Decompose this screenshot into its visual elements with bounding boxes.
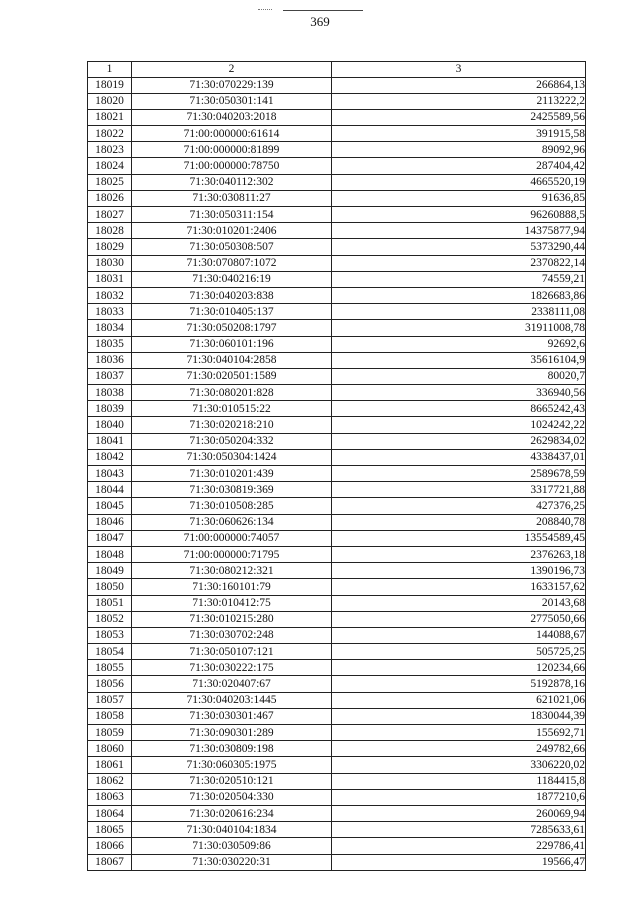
table-row: [88, 126, 586, 142]
row-number-cell: 18065: [88, 822, 132, 838]
value-cell: 35616104,9: [332, 352, 586, 368]
cadastral-number-cell: 71:30:040104:1834: [132, 822, 332, 838]
row-number-cell: 18046: [88, 514, 132, 530]
value-cell: 3306220,02: [332, 757, 586, 773]
table-row: [88, 352, 586, 368]
table-row: [88, 627, 586, 643]
value-cell: 1184415,8: [332, 773, 586, 789]
value-cell: 74559,21: [332, 271, 586, 287]
table-row: [88, 676, 586, 692]
value-cell: 2113222,2: [332, 93, 586, 109]
cadastral-number-cell: 71:30:050107:121: [132, 644, 332, 660]
table-row: [88, 838, 586, 854]
value-cell: 2370822,14: [332, 255, 586, 271]
value-cell: 1633157,62: [332, 579, 586, 595]
table-row: [88, 789, 586, 805]
table-row: [88, 77, 586, 93]
table-row: [88, 239, 586, 255]
row-number-cell: 18042: [88, 449, 132, 465]
cadastral-number-cell: 71:30:070229:139: [132, 77, 332, 93]
value-cell: 427376,25: [332, 498, 586, 514]
row-number-cell: 18023: [88, 142, 132, 158]
column-header: 1: [88, 62, 132, 78]
cadastral-number-cell: 71:30:050311:154: [132, 207, 332, 223]
row-number-cell: 18025: [88, 174, 132, 190]
row-number-cell: 18049: [88, 563, 132, 579]
cadastral-number-cell: 71:00:000000:71795: [132, 546, 332, 562]
table-row: [88, 385, 586, 401]
row-number-cell: 18056: [88, 676, 132, 692]
table-row: [88, 579, 586, 595]
cadastral-number-cell: 71:30:040203:2018: [132, 109, 332, 125]
row-number-cell: 18028: [88, 223, 132, 239]
table-row: [88, 498, 586, 514]
value-cell: 1024242,22: [332, 417, 586, 433]
row-number-cell: 18021: [88, 109, 132, 125]
cadastral-number-cell: 71:30:010508:285: [132, 498, 332, 514]
value-cell: 80020,7: [332, 368, 586, 384]
value-cell: 229786,41: [332, 838, 586, 854]
table-row: [88, 207, 586, 223]
value-cell: 3317721,88: [332, 482, 586, 498]
table-row: [88, 401, 586, 417]
value-cell: 19566,47: [332, 854, 586, 870]
row-number-cell: 18036: [88, 352, 132, 368]
value-cell: 89092,96: [332, 142, 586, 158]
cadastral-number-cell: 71:30:010201:2406: [132, 223, 332, 239]
row-number-cell: 18062: [88, 773, 132, 789]
value-cell: 2425589,56: [332, 109, 586, 125]
cadastral-number-cell: 71:30:020510:121: [132, 773, 332, 789]
row-number-cell: 18063: [88, 789, 132, 805]
row-number-cell: 18019: [88, 77, 132, 93]
value-cell: 20143,68: [332, 595, 586, 611]
row-number-cell: 18052: [88, 611, 132, 627]
value-cell: 2376263,18: [332, 546, 586, 562]
value-cell: 1390196,73: [332, 563, 586, 579]
row-number-cell: 18037: [88, 368, 132, 384]
cadastral-number-cell: 71:30:010412:75: [132, 595, 332, 611]
row-number-cell: 18054: [88, 644, 132, 660]
row-number-cell: 18029: [88, 239, 132, 255]
table-row: [88, 741, 586, 757]
value-cell: 155692,71: [332, 725, 586, 741]
value-cell: 249782,66: [332, 741, 586, 757]
table-body: [88, 77, 586, 870]
row-number-cell: 18024: [88, 158, 132, 174]
page-number: 369: [310, 14, 330, 29]
row-number-cell: 18053: [88, 627, 132, 643]
cadastral-number-cell: 71:30:040216:19: [132, 271, 332, 287]
value-cell: 621021,06: [332, 692, 586, 708]
cadastral-number-cell: 71:30:040203:838: [132, 287, 332, 303]
table-row: [88, 287, 586, 303]
table-row: [88, 546, 586, 562]
value-cell: 336940,56: [332, 385, 586, 401]
row-number-cell: 18035: [88, 336, 132, 352]
cadastral-number-cell: 71:30:070807:1072: [132, 255, 332, 271]
registry-table: [87, 61, 586, 871]
value-cell: 14375877,94: [332, 223, 586, 239]
header-rule: [283, 10, 363, 11]
value-cell: 13554589,45: [332, 530, 586, 546]
cadastral-number-cell: 71:30:030809:198: [132, 741, 332, 757]
table-row: [88, 692, 586, 708]
table-row: [88, 304, 586, 320]
cadastral-number-cell: 71:30:050208:1797: [132, 320, 332, 336]
cadastral-number-cell: 71:30:030819:369: [132, 482, 332, 498]
table-row: [88, 660, 586, 676]
row-number-cell: 18058: [88, 708, 132, 724]
table-row: [88, 854, 586, 870]
value-cell: 5373290,44: [332, 239, 586, 255]
value-cell: 31911008,78: [332, 320, 586, 336]
row-number-cell: 18033: [88, 304, 132, 320]
column-header: 3: [332, 62, 586, 78]
value-cell: 1877210,6: [332, 789, 586, 805]
cadastral-number-cell: 71:30:020501:1589: [132, 368, 332, 384]
row-number-cell: 18041: [88, 433, 132, 449]
row-number-cell: 18022: [88, 126, 132, 142]
cadastral-number-cell: 71:30:050308:507: [132, 239, 332, 255]
value-cell: 1826683,86: [332, 287, 586, 303]
row-number-cell: 18040: [88, 417, 132, 433]
table-row: [88, 773, 586, 789]
value-cell: 208840,78: [332, 514, 586, 530]
column-header: 2: [132, 62, 332, 78]
value-cell: 7285633,61: [332, 822, 586, 838]
cadastral-number-cell: 71:30:010215:280: [132, 611, 332, 627]
value-cell: 505725,25: [332, 644, 586, 660]
table-row: [88, 595, 586, 611]
row-number-cell: 18030: [88, 255, 132, 271]
row-number-cell: 18032: [88, 287, 132, 303]
value-cell: 260069,94: [332, 805, 586, 821]
value-cell: 391915,58: [332, 126, 586, 142]
table-row: [88, 708, 586, 724]
table-row: [88, 530, 586, 546]
cadastral-number-cell: 71:00:000000:78750: [132, 158, 332, 174]
cadastral-number-cell: 71:30:040112:302: [132, 174, 332, 190]
table-row: [88, 190, 586, 206]
table-row: [88, 757, 586, 773]
row-number-cell: 18045: [88, 498, 132, 514]
row-number-cell: 18044: [88, 482, 132, 498]
table-row: [88, 109, 586, 125]
row-number-cell: 18067: [88, 854, 132, 870]
cadastral-number-cell: 71:30:010405:137: [132, 304, 332, 320]
row-number-cell: 18057: [88, 692, 132, 708]
cadastral-number-cell: 71:30:160101:79: [132, 579, 332, 595]
cadastral-number-cell: 71:30:030301:467: [132, 708, 332, 724]
row-number-cell: 18048: [88, 546, 132, 562]
table-row: [88, 320, 586, 336]
table-row: [88, 93, 586, 109]
table-row: [88, 271, 586, 287]
table-row: [88, 417, 586, 433]
table-row: [88, 644, 586, 660]
table-row: [88, 725, 586, 741]
table-row: [88, 822, 586, 838]
table-row: [88, 611, 586, 627]
value-cell: 2629834,02: [332, 433, 586, 449]
row-number-cell: 18055: [88, 660, 132, 676]
value-cell: 96260888,5: [332, 207, 586, 223]
row-number-cell: 18020: [88, 93, 132, 109]
row-number-cell: 18064: [88, 805, 132, 821]
row-number-cell: 18034: [88, 320, 132, 336]
table-row: [88, 368, 586, 384]
cadastral-number-cell: 71:30:020504:330: [132, 789, 332, 805]
value-cell: 5192878,16: [332, 676, 586, 692]
cadastral-number-cell: 71:30:060101:196: [132, 336, 332, 352]
cadastral-number-cell: 71:30:010201:439: [132, 466, 332, 482]
row-number-cell: 18026: [88, 190, 132, 206]
value-cell: 2775050,66: [332, 611, 586, 627]
cadastral-number-cell: 71:30:010515:22: [132, 401, 332, 417]
row-number-cell: 18051: [88, 595, 132, 611]
cadastral-number-cell: 71:30:060305:1975: [132, 757, 332, 773]
table-row: [88, 255, 586, 271]
table-header-row: [88, 62, 586, 78]
value-cell: 144088,67: [332, 627, 586, 643]
table-row: [88, 482, 586, 498]
cadastral-number-cell: 71:30:080212:321: [132, 563, 332, 579]
table-row: [88, 433, 586, 449]
cadastral-number-cell: 71:30:030509:86: [132, 838, 332, 854]
row-number-cell: 18066: [88, 838, 132, 854]
value-cell: 266864,13: [332, 77, 586, 93]
cadastral-number-cell: 71:30:020218:210: [132, 417, 332, 433]
cadastral-number-cell: 71:30:050204:332: [132, 433, 332, 449]
cadastral-number-cell: 71:30:020407:67: [132, 676, 332, 692]
value-cell: 4338437,01: [332, 449, 586, 465]
value-cell: 287404,42: [332, 158, 586, 174]
value-cell: 2338111,08: [332, 304, 586, 320]
cadastral-number-cell: 71:30:040203:1445: [132, 692, 332, 708]
table-row: [88, 223, 586, 239]
value-cell: 91636,85: [332, 190, 586, 206]
value-cell: 2589678,59: [332, 466, 586, 482]
header-mark: [258, 9, 272, 12]
value-cell: 8665242,43: [332, 401, 586, 417]
value-cell: 92692,6: [332, 336, 586, 352]
row-number-cell: 18027: [88, 207, 132, 223]
cadastral-number-cell: 71:30:030222:175: [132, 660, 332, 676]
row-number-cell: 18059: [88, 725, 132, 741]
row-number-cell: 18039: [88, 401, 132, 417]
table-row: [88, 805, 586, 821]
cadastral-number-cell: 71:30:050304:1424: [132, 449, 332, 465]
row-number-cell: 18061: [88, 757, 132, 773]
row-number-cell: 18038: [88, 385, 132, 401]
table-row: [88, 449, 586, 465]
table-row: [88, 174, 586, 190]
value-cell: 4665520,19: [332, 174, 586, 190]
table-row: [88, 142, 586, 158]
cadastral-number-cell: 71:00:000000:61614: [132, 126, 332, 142]
table-row: [88, 563, 586, 579]
cadastral-number-cell: 71:30:060626:134: [132, 514, 332, 530]
cadastral-number-cell: 71:30:040104:2858: [132, 352, 332, 368]
cadastral-number-cell: 71:30:080201:828: [132, 385, 332, 401]
row-number-cell: 18060: [88, 741, 132, 757]
table-row: [88, 158, 586, 174]
cadastral-number-cell: 71:30:090301:289: [132, 725, 332, 741]
row-number-cell: 18047: [88, 530, 132, 546]
value-cell: 120234,66: [332, 660, 586, 676]
cadastral-number-cell: 71:30:030811:27: [132, 190, 332, 206]
cadastral-number-cell: 71:30:050301:141: [132, 93, 332, 109]
row-number-cell: 18043: [88, 466, 132, 482]
cadastral-number-cell: 71:30:020616:234: [132, 805, 332, 821]
row-number-cell: 18031: [88, 271, 132, 287]
table-row: [88, 514, 586, 530]
table-row: [88, 466, 586, 482]
value-cell: 1830044,39: [332, 708, 586, 724]
cadastral-number-cell: 71:00:000000:81899: [132, 142, 332, 158]
row-number-cell: 18050: [88, 579, 132, 595]
cadastral-number-cell: 71:30:030702:248: [132, 627, 332, 643]
table-row: [88, 336, 586, 352]
cadastral-number-cell: 71:30:030220:31: [132, 854, 332, 870]
cadastral-number-cell: 71:00:000000:74057: [132, 530, 332, 546]
